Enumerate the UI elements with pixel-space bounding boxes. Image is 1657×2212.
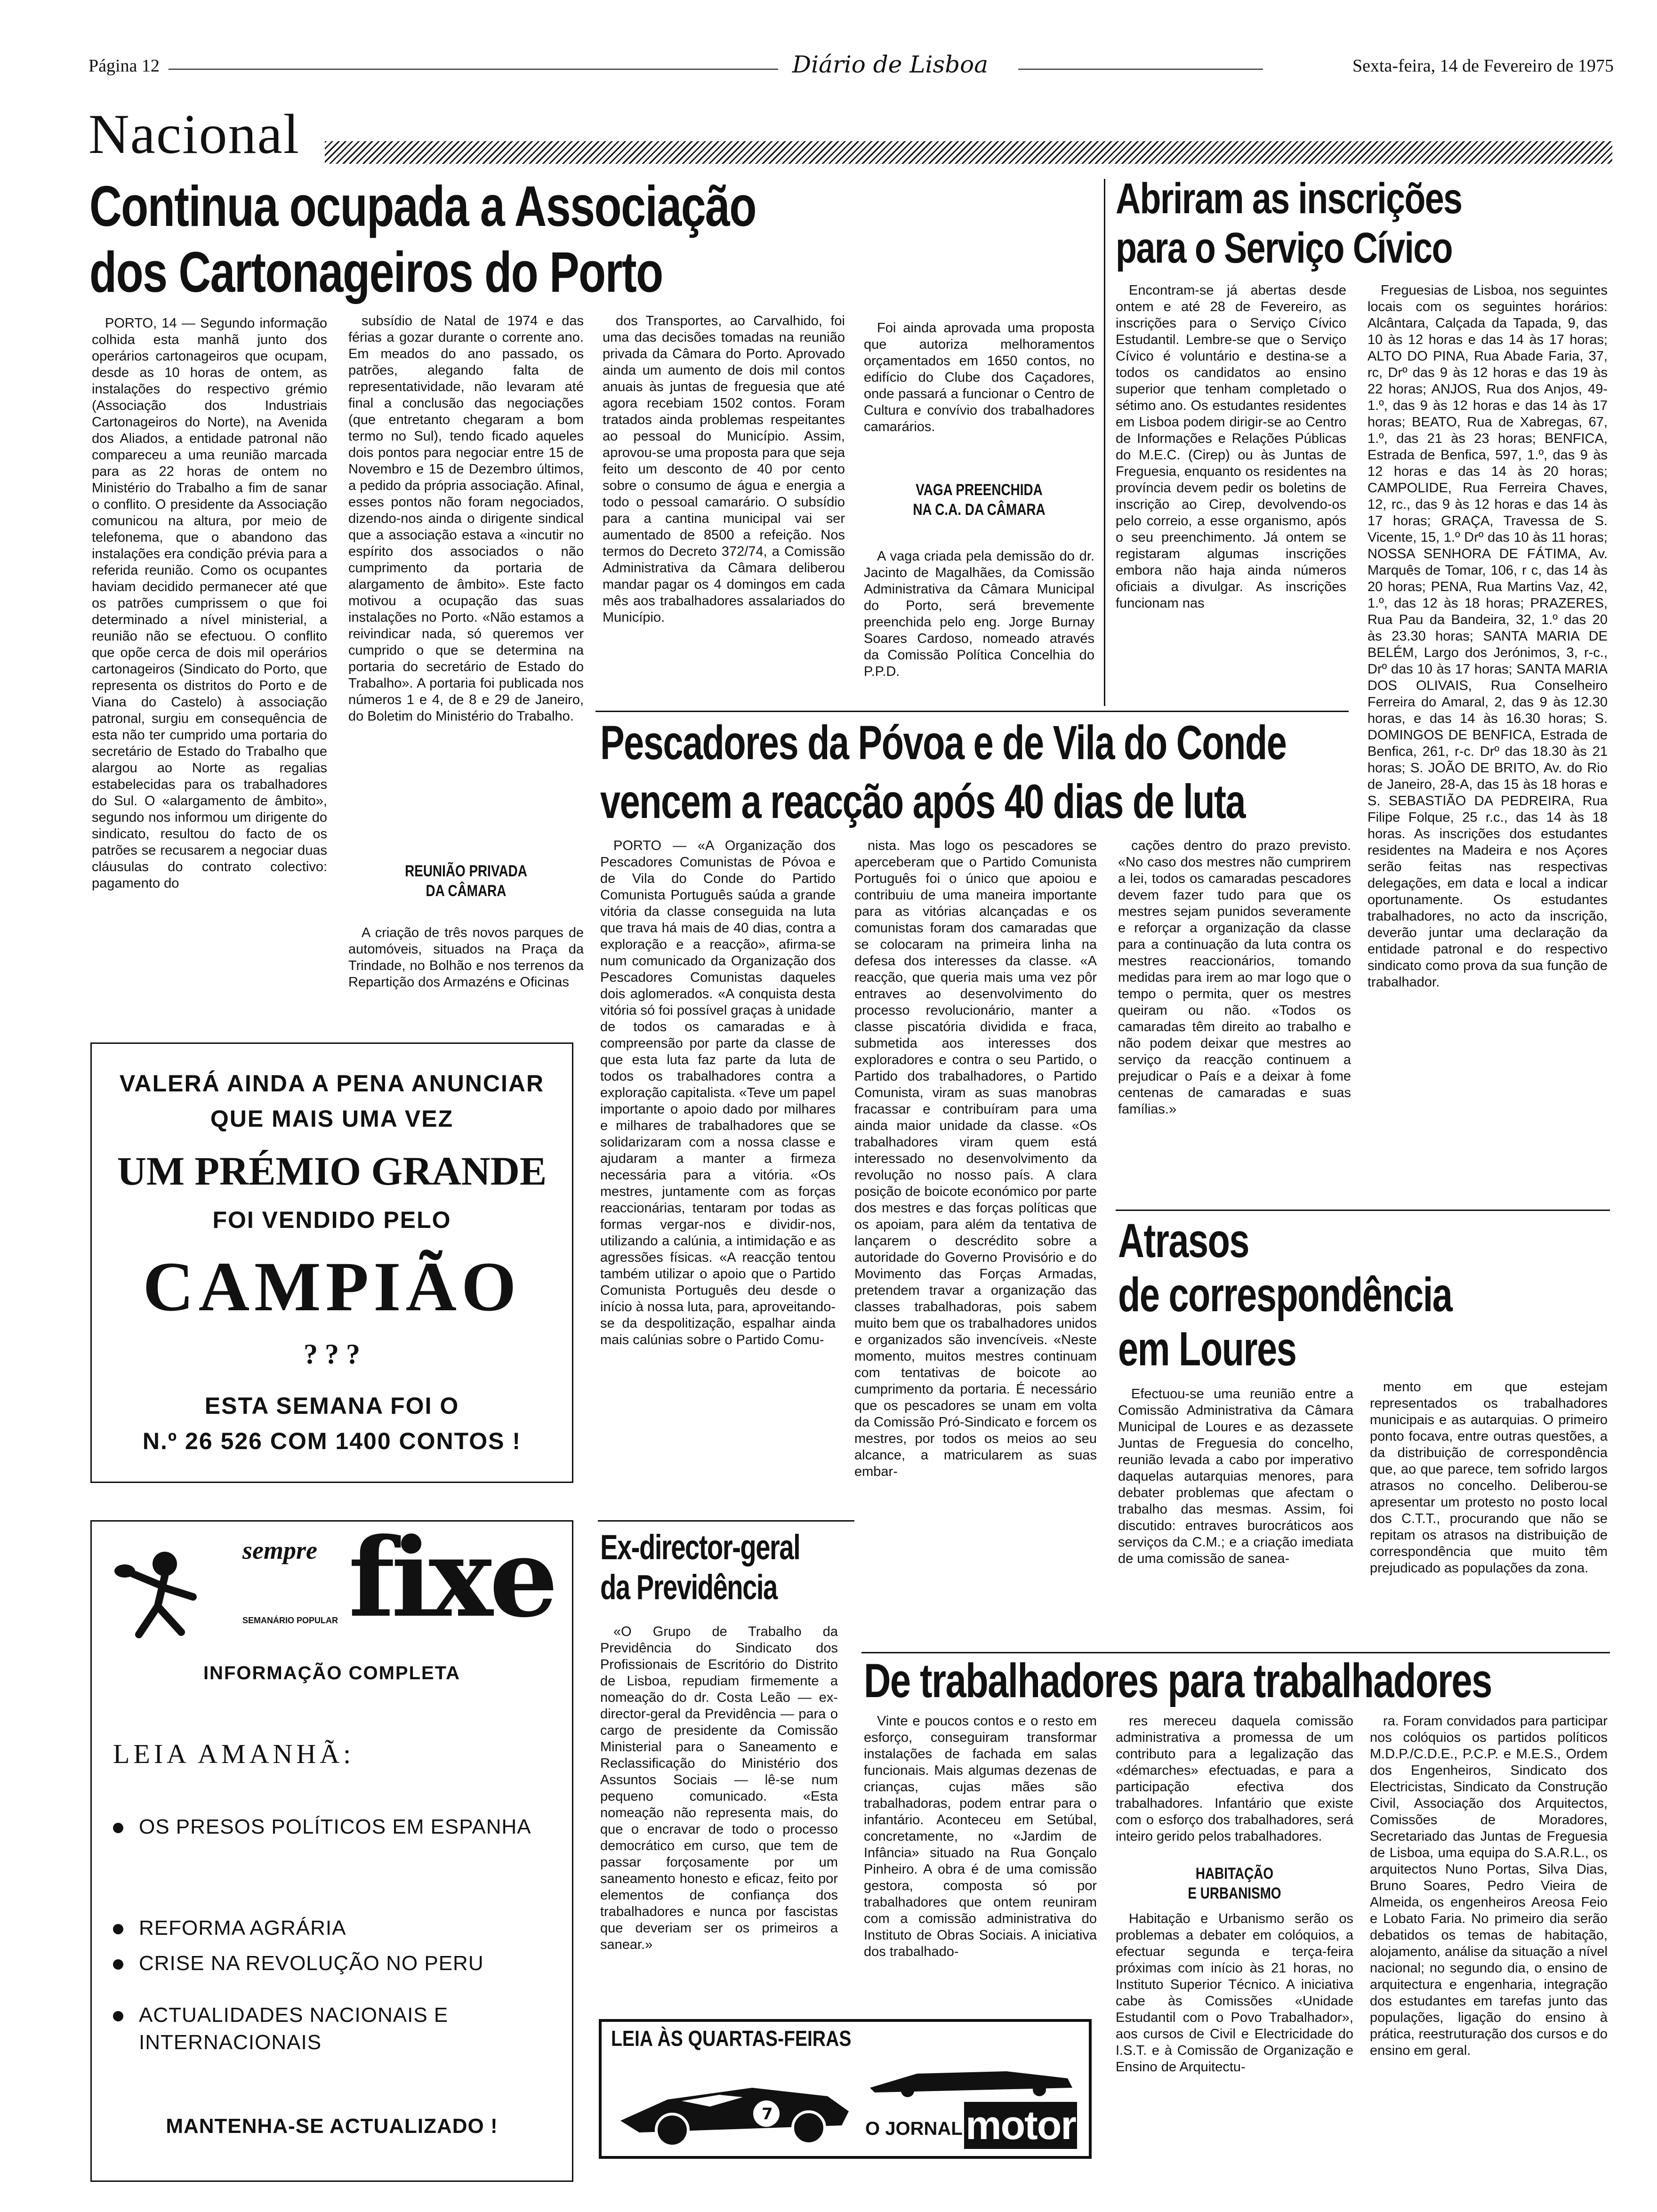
fixe-item-3: CRISE NA REVOLUÇÃO NO PERU [139, 1952, 484, 1975]
story1-subhead-1: REUNIÃO PRIVADA DA CÂMARA [405, 862, 527, 900]
fixe-closing: MANTENHA-SE ACTUALIZADO ! [166, 2115, 498, 2138]
campiao-advertisement [90, 1042, 573, 1483]
bullet-icon [113, 1924, 123, 1934]
car-number: 7 [762, 2105, 773, 2124]
story3-top-rule [595, 711, 1349, 712]
campiao-line4: FOI VENDIDO PELO [212, 1207, 451, 1233]
fixe-mascot-icon [111, 1545, 214, 1639]
fixe-advertisement [90, 1515, 573, 2182]
motor-logo: motor [964, 2102, 1077, 2149]
newspaper-name: Diário de Lisboa [792, 51, 989, 78]
story5-headline-line3: em Loures [1118, 1322, 1296, 1376]
story2-column-2: Freguesias de Lisboa, nos seguintes locais com os seguintes horários: Alcântara, Calçada da Tapada, 9, das 10 às 12 horas e das 14 às 17 horas; ALTO DO PINA, Rua Abade Faria, 37, rc, Drº das 9 às 12 horas e das 19 às 22 horas; ANJOS, Rua dos Anjos, 49-1.º, das 9 às 12 horas e das 14 às 17 horas; BEATO, Rua de Xabregas, 67, 1.º, das 21 às 23 horas; BENFICA, Estrada de Benfica, 597, 1.º, das 9 às 12 horas e das 14 às 20 horas; CAMPOLIDE, Rua Ferreira Chaves, 12, rc., das 9 às 12 horas e das 14 às 17 horas; GRAÇA, Travessa de S. Vicente, 15, 1.º Drº das 10 às 11 horas; NOSSA SENHORA DE FÁTIMA, Av. Marquês de Tomar, 106, r c, das 14 às 20 horas; PENA, Rua Martins Vaz, 42, 1.º, das 12 às 18 horas; PRAZERES, Rua Pau da Bandeira, 32, 1.º das 20 às 23.30 horas; SANTA MARIA DE BELÉM, Largo dos Jerónimos, 3, r-c., Drº das 10 às 17 horas; SANTA MARIA DOS OLIVAIS, Rua Conselheiro Ferreira do Amaral, 2, das 9 às 12.30 horas, e das 14 às 16.30 horas; S. DOMINGOS DE BENFICA, Estrada de Benfica, 261, r-c. Drº das 18.30 às 21 horas; S. JOÃO DE BRITO, Av. do Rio de Janeiro, 28-A, das 15 às 18 horas e S. SEBASTIÃO DA PEDREIRA, Rua Filipe Folque, 25 r.c., das 14 às 18 horas. As inscrições dos estudantes residentes na Madeira e nos Açores serão feitas nas respectivas delegações, em data e local a indicar oportunamente. Os estudantes trabalhadores, no acto da inscrição, deverão juntar uma declaração da entidade patronal e do respectivo sindicato como prova da sua função de trabalhador. [1367, 283, 1608, 990]
fixe-logo-small: sempre [242, 1536, 317, 1564]
story1-headline-line2: dos Cartonageiros do Porto [89, 240, 663, 304]
story6-column-2b: Habitação e Urbanismo serão os problemas a debater em colóquios, a efectuar segunda e terça-feira próximas com início às 21 horas, no Instituto Superior Técnico. A iniciativa cabe às Comissões «Unidade Estudantil com o Povo Trabalhador», aos cursos de Civil e Electricidade do I.S.T. e à Comissão de Organização e Ensino de Arquitectu- [1116, 1911, 1353, 2075]
section-hatch-rule [325, 141, 1612, 164]
fixe-item-2: REFORMA AGRÁRIA [139, 1916, 346, 1940]
bullet-icon [113, 1823, 123, 1833]
story6-subhead: HABITAÇÃO E URBANISMO [1188, 1865, 1281, 1902]
story3-column-3: cações dentro do prazo previsto. «No caso dos mestres não cumprirem a lei, todos os camaradas pescadores devem fazer tudo para que os mestres sejam punidos severamente e reforçar a organização da classe para a continuação da luta contra os mestres reaccionários, tomando medidas para irem ao mar logo que o tempo o permita, quer os mestres queiram ou não. «Todos os camaradas têm direito ao trabalho e não podem deixar que mestres ao serviço da reacção continuem a prejudicar o País e a deixar à fome centenas de camaradas e suas famílias.» [1118, 838, 1351, 1117]
story1-column-4b: A vaga criada pela demissão do dr. Jacinto de Magalhães, da Comissão Administrativa da Câmara Municipal do Porto, será brevemente preenchida pelo eng. Jorge Burnay Soares Cardoso, nomeado através da Comissão Política Concelhia do P.P.D. [864, 549, 1094, 679]
story5-column-2: mento em que estejam representados os trabalhadores municipais e as autarquias. O primeiro ponto focava, entre outras questões, a da distribuição de correspondência que, ao que parece, tem sofrido largos atrasos no concelho. Deliberou-se apresentar um protesto no posto local dos C.T.T., procurando que não se repitam os atrasos na distribuição de correspondência que muito têm prejudicado as populações da zona. [1370, 1379, 1608, 1576]
section-title: Nacional [88, 103, 300, 165]
story5-column-1: Efectuou-se uma reunião entre a Comissão Administrativa da Câmara Municipal de Loures e as dezassete Juntas de Freguesia do concelho, reunião levada a cabo por imperativo daquelas autarquias menores, para debater problemas que afectam o trabalho das mesmas. Assim, foi discutido: entraves burocráticos aos serviços da C.M.; e a criação imediata de uma comissão de sanea- [1118, 1387, 1353, 1566]
story4-body: «O Grupo de Trabalho da Previdência do Sindicato dos Profissionais de Escritório do Distrito de Lisboa, repudiam firmemente a nomeação do dr. Costa Leão — ex-director-geral da Previdência — para o cargo de presidente da Comissão Ministerial para o Saneamento e Reclassificação do Ministério dos Assuntos Sociais — lê-se num pequeno comunicado. «Esta nomeação não representa mais, do que o encravar de todo o processo democrático em curso, que tem de passar forçosamente por um saneamento honesto e eficaz, feito por elementos de confiança dos trabalhadores e nunca por fascistas que deveriam ser os primeiros a sanear.» [600, 1624, 838, 1952]
story1-column-1: PORTO, 14 — Segundo informação colhida esta manhã junto dos operários cartonageiros que ocupam, desde as 10 horas de ontem, as instalações do respectivo grémio (Associação dos Industriais Cartonageiros do Norte), na Avenida dos Aliados, a entidade patronal não compareceu a uma reunião marcada para as 22 horas de ontem no Ministério do Trabalho a fim de sanar o conflito. O presidente da Associação comunicou na altura, por meio de telefonema, que o abandono das instalações era condição prévia para a referida reunião. Como os ocupantes haviam decidido permanecer até que os patrões cumprissem o que foi determinado a nível ministerial, a reunião não se efectuou. O conflito que opõe cerca de dois mil operários cartonageiros (Sindicato do Porto, que representa os distritos do Porto e de Viana do Castelo) à associação patronal, surgiu em consequência de esta não ter cumprido uma portaria do secretário de Estado do Trabalho que alargou ao Norte as regalias estabelecidas para os trabalhadores do Sul. O «alargamento de âmbito», segundo nos informou um dirigente do sindicato, resultou do facto de os patrões se recusarem a negociar duas cláusulas do contrato colectivo: pagamento do [92, 316, 327, 891]
story3-column-2: nista. Mas logo os pescadores se aperceberam que o Partido Comunista Português foi o único que apoiou e contribuiu de uma maneira importante para as vitórias alcançadas e os comunistas foram dos camaradas que se colocaram na primeira linha na defesa dos interesses da classe. «A reacção, que queria mais uma vez pôr entraves ao desenvolvimento do processo revolucionário, manter a classe piscatória dividida e fraca, submetida aos interesses dos exploradores e contra o seu Partido, o Partido dos trabalhadores, o Partido Comunista, viram as suas manobras fracassar e contribuíram para uma ainda maior unidade da classe. «Os trabalhadores viram quem está interessado no desenvolvimento da revolução no nosso país. A clara posição de boicote económico por parte dos mestres e das forças políticas que os apoiam, para além da tentativa de lançarem o descrédito sobre a autoridade do Governo Provisório e do Movimento das Forças Armadas, pretendem travar a organização das classes trabalhadoras, pois sabem muito bem que os trabalhadores unidos e organizados são invencíveis. «Neste momento, muitos mestres continuam com tentativas de boicote ao cumprimento da portaria. É necessário que os pescadores se unam em volta da Comissão Pró-Sindicato e forcem os mestres, por todos os meios ao seu alcance, a matricularem as suas embar- [854, 838, 1097, 1479]
story1-column-2: subsídio de Natal de 1974 e das férias a gozar durante o corrente ano. Em meados do ano passado, os patrões, alegando falta de representatividade, não levaram até final a conclusão das negociações (que entretanto chegaram a bom termo no Sul), tendo ficado aqueles dois pontos para negociar entre 15 de Novembro e 15 de Dezembro últimos, a pedido da própria associação. Afinal, esses pontos não foram negociados, dizendo-nos ainda o dirigente sindical que a associação estava a «incutir no espírito dos associados o não cumprimento da portaria de alargamento de âmbito». Este facto motivou a ocupação das suas instalações no Porto. «Não estamos a reivindicar nada, só queremos ver cumprido o que se determina na portaria do secretário de Estado do Trabalho». A portaria foi publicada nos números 1 e 4, de 8 e 29 de Janeiro, do Boletim do Ministério do Trabalho. [348, 313, 584, 724]
fixe-item-4: ACTUALIDADES NACIONAIS E INTERNACIONAIS [139, 2004, 449, 2054]
fixe-lead: LEIA AMANHÃ: [113, 1739, 355, 1769]
masthead [88, 51, 1614, 79]
story5-headline-line1: Atrasos [1118, 1214, 1249, 1267]
campiao-line6: ? ? ? [304, 1338, 360, 1370]
story5-headline-line2: de correspondência [1118, 1268, 1452, 1322]
story1-column-2b: A criação de três novos parques de automóveis, situados na Praça da Trindade, no Bolhão e nos terrenos da Repartição dos Armazéns e Oficinas [348, 925, 584, 990]
story3-headline-line2: vencem a reacção após 40 dias de luta [600, 775, 1246, 828]
story4-headline-line2: da Previdência [600, 1568, 777, 1607]
story6-headline: De trabalhadores para trabalhadores [864, 1654, 1492, 1707]
story3-column-1: PORTO — «A Organização dos Pescadores Comunistas de Póvoa e de Vila do Conde do Partido Comunista Português saúda a grande vitória da classe conseguida na luta que trava há mais de 40 dias, contra a exploração e a reacção», afirma-se num comunicado da Organização dos Pescadores Comunistas daqueles dois aglomerados. «A conquista desta vitória só foi possível graças à unidade de todos os camaradas e à compreensão por parte da classe de que esta luta faz parte da luta de todos os trabalhadores contra a exploração capitalista. «Teve um papel importante o apoio dado por milhares e milhares de trabalhadores que se solidarizaram com a nossa classe e ajudaram a manter a firmeza necessária para a vitória. «Os mestres, juntamente com as forças reaccionárias, tentaram por todas as formas vergar-nos e dividir-nos, utilizando a calúnia, a intimidação e as agressões físicas. «A reacção tentou também utilizar o apoio que o Partido Comunista Português deu desde o início à nossa luta, para, aproveitando-se da despolitização, espalhar ainda mais calúnias sobre o Partido Comu- [600, 838, 836, 1347]
masthead-rule-right [1018, 69, 1263, 70]
fixe-tagline: INFORMAÇÃO COMPLETA [203, 1663, 461, 1683]
story4-top-rule [598, 1520, 854, 1523]
story6-column-1: Vinte e poucos contos e o resto em esforço, conseguiram transformar instalações de fachada em salas funcionais. Mais algumas dezenas de crianças, cujas mães são trabalhadoras, podem entrar para o infantário. Aconteceu em Setúbal, concretamente, no «Jardim de Infância» situado na Rua Gonçalo Pinheiro. A obra é de uma comissão gestora, composta só por trabalhadores que ontem reuniram com a comissão administrativa do Instituto de Obras Sociais. A iniciativa dos trabalhado- [864, 1714, 1097, 1959]
story1-column-4: Foi ainda aprovada uma proposta que autoriza melhoramentos orçamentados em 1650 contos, no edifício do Clube dos Caçadores, onde passará a funcionar o Centro de Cultura e convívio dos trabalhadores camarários. [864, 321, 1094, 434]
motor-ad-line1: LEIA ÀS QUARTAS-FEIRAS [611, 2026, 852, 2051]
story4-headline-line1: Ex-director-geral [600, 1528, 800, 1567]
motor-ad-line2: O JORNAL [865, 2118, 963, 2139]
story2-column-1: Encontram-se já abertas desde ontem e até 28 de Fevereiro, as inscrições para o Serviço Cívico Estudantil. Lembre-se que o Serviço Cívico é voluntário e destina-se a todos os candidatos ao ensino superior que tenham completado o sétimo ano. Os estudantes residentes em Lisboa podem dirigir-se ao Centro de Informações e Relações Públicas do M.E.C. (Cirep) ou às Juntas de Freguesia, enquanto os residentes na província devem pedir os boletins de inscrição ao Cirep, devolvendo-os pelo correio, a esse organismo, após o seu preenchimento. Já ontem se registaram algumas inscrições embora não haja ainda números oficiais a divulgar. As inscrições funcionam nas [1116, 283, 1346, 611]
story1-column-3: dos Transportes, ao Carvalhido, foi uma das decisões tomadas na reunião privada da Câmara do Porto. Aprovado ainda um aumento de dois mil contos anuais às juntas de freguesia que até agora recebiam 1502 contos. Foram tratados ainda problemas respeitantes ao pessoal do Município. Assim, aprovou-se uma proposta para que seja feito um desconto de 40 por cento sobre o consumo de água e energia a todo o pessoal camarário. O subsídio para a cantina municipal vai ser aumentado de 8500 a refeição. Nos termos do Decreto 372/74, a Comissão Administrativa da Câmara deliberou mandar pagar os 4 domingos em cada mês aos trabalhadores assalariados do Município. [603, 313, 845, 625]
story6-top-rule [861, 1652, 1610, 1653]
fixe-logo: fixe [348, 1515, 555, 1642]
masthead-rule-left [169, 69, 778, 70]
bullet-icon [113, 1959, 123, 1970]
motor-advertisement [599, 2019, 1092, 2159]
story2-left-rule [1104, 179, 1105, 706]
race-car-icon-small [865, 2060, 1077, 2097]
fixe-logo-tag: SEMANÁRIO POPULAR [242, 1616, 338, 1625]
story2-headline-line1: Abriram as inscrições [1116, 175, 1462, 223]
story1-headline-line1: Continua ocupada a Associação [89, 174, 756, 238]
page-number: Página 12 [88, 56, 160, 76]
story2-headline-line2: para o Serviço Cívico [1116, 224, 1452, 272]
campiao-name: CAMPIÃO [143, 1248, 521, 1326]
race-car-icon [611, 2055, 856, 2149]
campiao-line8: N.º 26 526 COM 1400 CONTOS ! [142, 1428, 522, 1454]
story1-subhead-2: VAGA PREENCHIDA NA C.A. DA CÂMARA [913, 481, 1046, 519]
fixe-item-1: OS PRESOS POLÍTICOS EM ESPANHA [139, 1815, 531, 1838]
issue-date: Sexta-feira, 14 de Fevereiro de 1975 [1352, 56, 1614, 76]
campiao-line7: ESTA SEMANA FOI O [204, 1393, 459, 1419]
bullet-icon [113, 2011, 123, 2021]
story3-headline-line1: Pescadores da Póvoa e de Vila do Conde [600, 716, 1287, 769]
story5-top-rule [1116, 1210, 1610, 1211]
story6-column-2: res mereceu daquela comissão administrativa a promessa de um contributo para a legalização das «démarches» efectuadas, e para a participação efectiva dos trabalhadores. Infantário que existe com o esforço dos trabalhadores, será inteiro gerido pelos trabalhadores. [1116, 1714, 1353, 1844]
campiao-line3: UM PRÉMIO GRANDE [117, 1148, 547, 1194]
story6-column-3: ra. Foram convidados para participar nos colóquios os partidos políticos M.D.P./C.D.E., P.C.P. e M.E.S., Ordem dos Engenheiros, Sindicato dos Electricistas, Sindicato da Construção Civil, Associação dos Arquitectos, Comissões de Moradores, Secretariado das Juntas de Freguesia de Lisboa, uma equipa do S.A.R.L., os arquitectos Nuno Portas, Silva Dias, Bruno Soares, Pedro Vieira de Almeida, os engenheiros Areosa Feio e Lobato Faria. No primeiro dia serão debatidos os temas de habitação, alojamento, análise da situação a nível nacional; no segundo dia, o ensino de arquitectura e engenharia, integração dos estudantes em tarefas junto das populações, ligação do ensino à prática, reestruturação dos cursos e do ensino em geral. [1370, 1714, 1608, 2058]
campiao-line2: QUE MAIS UMA VEZ [210, 1106, 454, 1132]
campiao-line1: VALERÁ AINDA A PENA ANUNCIAR [119, 1070, 545, 1097]
